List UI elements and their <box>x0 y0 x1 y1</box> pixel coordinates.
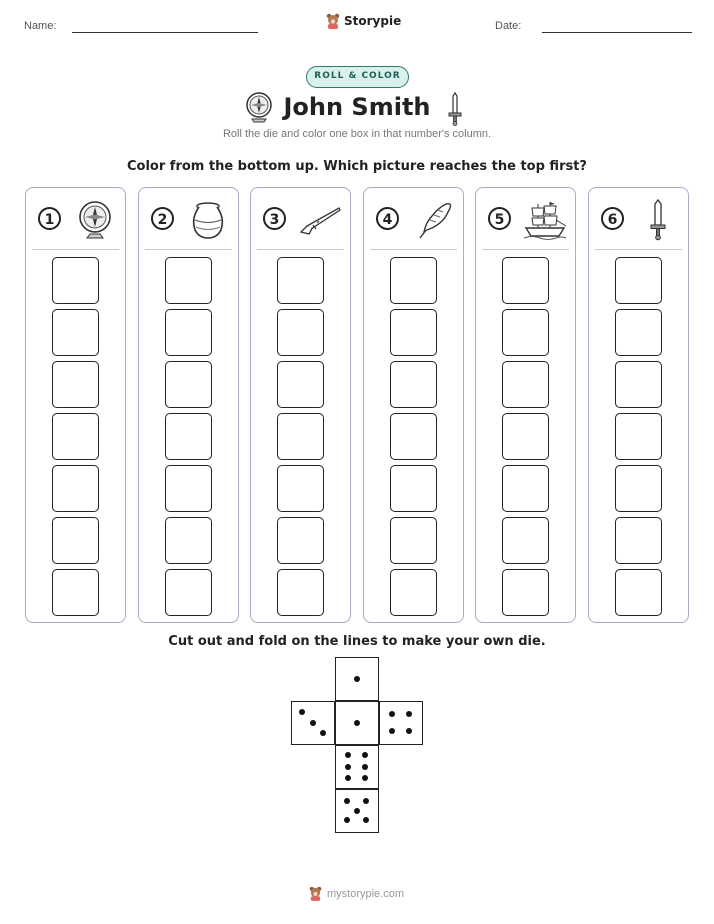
die-pip <box>362 752 368 758</box>
die-pip <box>363 817 369 823</box>
die-face <box>335 657 379 701</box>
color-box[interactable] <box>502 465 549 512</box>
column-header <box>595 188 682 250</box>
color-box[interactable] <box>615 309 662 356</box>
roll-instruction: Color from the bottom up. Which picture reaches the top first? <box>127 159 587 174</box>
column-number: 4 <box>376 207 399 230</box>
column-header <box>257 188 344 250</box>
die-pip <box>310 720 316 726</box>
color-box[interactable] <box>165 465 212 512</box>
die-pip <box>345 775 351 781</box>
date-label: Date: <box>495 20 522 32</box>
name-field[interactable] <box>72 32 258 33</box>
column-number: 6 <box>601 207 624 230</box>
die-pip <box>344 817 350 823</box>
die-pip <box>363 798 369 804</box>
die-pip <box>354 720 360 726</box>
ship-icon <box>522 198 568 242</box>
compass-icon <box>72 198 118 242</box>
die-pip <box>345 752 351 758</box>
color-box[interactable] <box>390 465 437 512</box>
color-box[interactable] <box>277 569 324 616</box>
color-box[interactable] <box>165 309 212 356</box>
die-face <box>335 701 379 745</box>
page-title: John Smith <box>283 93 431 121</box>
column-header <box>482 188 569 250</box>
color-box[interactable] <box>390 569 437 616</box>
date-field[interactable] <box>542 32 692 33</box>
color-box[interactable] <box>615 517 662 564</box>
roll-color-badge: ROLL & COLOR <box>306 66 409 88</box>
color-box[interactable] <box>277 309 324 356</box>
color-box[interactable] <box>277 413 324 460</box>
color-box[interactable] <box>502 413 549 460</box>
footer <box>309 886 404 901</box>
column-number: 1 <box>38 207 61 230</box>
die-pip <box>354 676 360 682</box>
color-box[interactable] <box>52 309 99 356</box>
column-2 <box>138 187 239 623</box>
color-box[interactable] <box>502 361 549 408</box>
column-4 <box>363 187 464 623</box>
die-pip <box>362 775 368 781</box>
page-subtitle: Roll the die and color one box in that number's column. <box>222 128 492 140</box>
die-instruction: Cut out and fold on the lines to make your own die. <box>168 634 546 649</box>
color-box[interactable] <box>52 569 99 616</box>
column-header <box>32 188 119 250</box>
column-header <box>370 188 457 250</box>
color-box[interactable] <box>615 361 662 408</box>
color-box[interactable] <box>165 257 212 304</box>
brand-logo <box>326 13 401 29</box>
die-pip <box>299 709 305 715</box>
color-box[interactable] <box>615 413 662 460</box>
column-number: 2 <box>151 207 174 230</box>
color-box[interactable] <box>52 517 99 564</box>
name-label: Name: <box>24 20 57 32</box>
bear-mascot-icon <box>326 13 340 29</box>
column-number: 3 <box>263 207 286 230</box>
color-box[interactable] <box>277 361 324 408</box>
column-5 <box>475 187 576 623</box>
color-box[interactable] <box>277 257 324 304</box>
color-box[interactable] <box>52 465 99 512</box>
column-number: 5 <box>488 207 511 230</box>
color-box[interactable] <box>615 569 662 616</box>
color-box[interactable] <box>165 569 212 616</box>
color-box[interactable] <box>165 517 212 564</box>
pot-icon <box>185 198 231 242</box>
die-face <box>379 701 423 745</box>
feather-icon <box>410 198 456 242</box>
color-box[interactable] <box>502 569 549 616</box>
sword-icon <box>447 92 463 126</box>
die-pip <box>354 808 360 814</box>
color-box[interactable] <box>52 361 99 408</box>
color-box[interactable] <box>615 465 662 512</box>
color-box[interactable] <box>390 517 437 564</box>
color-box[interactable] <box>277 465 324 512</box>
color-box[interactable] <box>165 413 212 460</box>
color-box[interactable] <box>502 309 549 356</box>
die-pip <box>320 730 326 736</box>
die-face <box>291 701 335 745</box>
sword-icon <box>635 198 681 242</box>
die-face <box>335 745 379 789</box>
die-face <box>335 789 379 833</box>
color-box[interactable] <box>615 257 662 304</box>
color-box[interactable] <box>390 309 437 356</box>
color-box[interactable] <box>52 257 99 304</box>
musket-icon <box>297 198 343 242</box>
die-pip <box>362 764 368 770</box>
color-box[interactable] <box>165 361 212 408</box>
die-pip <box>406 728 412 734</box>
footer-url[interactable]: mystorypie.com <box>327 887 405 900</box>
die-pip <box>389 728 395 734</box>
die-pip <box>389 711 395 717</box>
color-box[interactable] <box>390 361 437 408</box>
color-box[interactable] <box>502 257 549 304</box>
column-1 <box>25 187 126 623</box>
die-pip <box>406 711 412 717</box>
column-3 <box>250 187 351 623</box>
brand-name: Storypie <box>344 14 402 28</box>
color-box[interactable] <box>502 517 549 564</box>
die-pip <box>344 798 350 804</box>
die-pip <box>345 764 351 770</box>
bear-mascot-icon <box>309 886 322 901</box>
color-box[interactable] <box>52 413 99 460</box>
color-box[interactable] <box>390 257 437 304</box>
column-6 <box>588 187 689 623</box>
column-header <box>145 188 232 250</box>
color-box[interactable] <box>390 413 437 460</box>
color-box[interactable] <box>277 517 324 564</box>
